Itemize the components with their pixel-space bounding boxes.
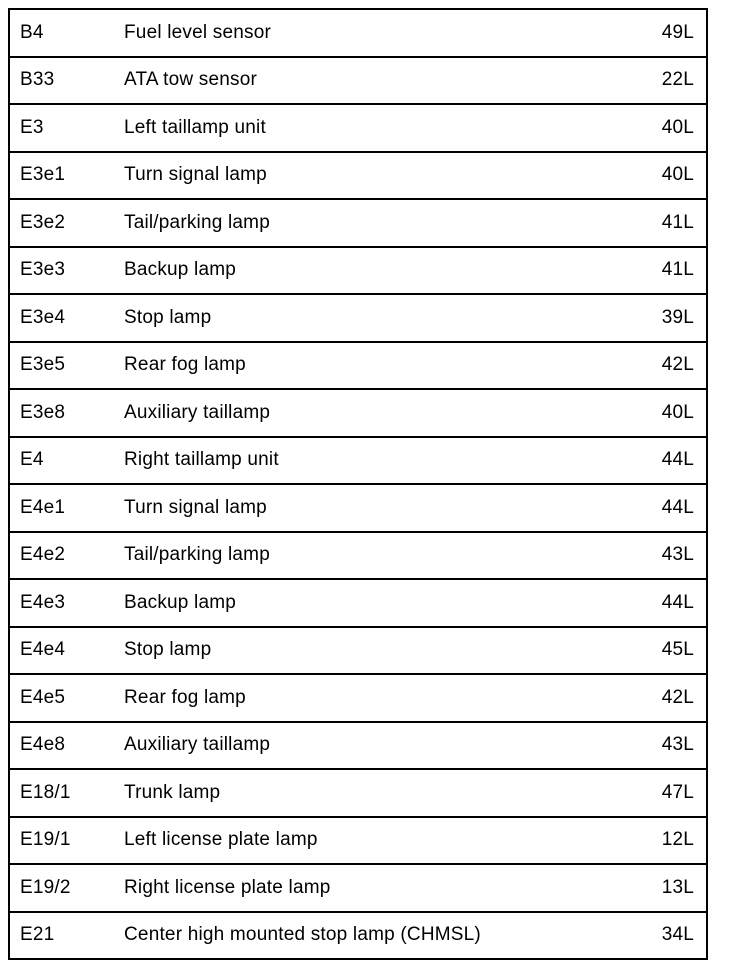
grid-location-cell: 13L (661, 876, 694, 898)
component-description-cell: Right taillamp unit (124, 449, 279, 471)
component-description-cell: Turn signal lamp (124, 496, 267, 518)
component-code-cell: E3e4 (20, 306, 66, 328)
component-code-cell: E4 (20, 449, 44, 471)
grid-location-cell: 41L (661, 259, 694, 281)
component-code-cell: E3 (20, 116, 44, 138)
component-code-cell: E4e1 (20, 496, 66, 518)
grid-location-cell: 44L (661, 591, 694, 613)
table-row (10, 295, 706, 343)
component-code-cell: E3e1 (20, 164, 66, 186)
table-row (10, 200, 706, 248)
component-code-cell: B4 (20, 21, 44, 43)
grid-location-cell: 42L (661, 354, 694, 376)
grid-location-cell: 44L (661, 449, 694, 471)
component-code-cell: E18/1 (20, 781, 71, 803)
grid-location-cell: 22L (661, 69, 694, 91)
component-description-cell: Rear fog lamp (124, 354, 246, 376)
component-code-cell: E3e2 (20, 211, 66, 233)
table-row (10, 770, 706, 818)
component-description-cell: Stop lamp (124, 306, 212, 328)
component-code-cell: E4e5 (20, 686, 66, 708)
component-code-cell: E19/2 (20, 876, 71, 898)
table-row (10, 628, 706, 676)
component-code-cell: E19/1 (20, 829, 71, 851)
grid-location-cell: 40L (661, 116, 694, 138)
grid-location-cell: 45L (661, 639, 694, 661)
component-code-cell: E4e3 (20, 591, 66, 613)
table-row (10, 343, 706, 391)
component-description-cell: Auxiliary taillamp (124, 734, 271, 756)
grid-location-cell: 43L (661, 734, 694, 756)
component-description-cell: Auxiliary taillamp (124, 401, 271, 423)
component-description-cell: Left license plate lamp (124, 829, 318, 851)
grid-location-cell: 43L (661, 544, 694, 566)
component-code-cell: E3e8 (20, 401, 66, 423)
component-description-cell: Tail/parking lamp (124, 544, 270, 566)
component-code-cell: E4e2 (20, 544, 66, 566)
grid-location-cell: 40L (661, 401, 694, 423)
component-code-cell: E4e4 (20, 639, 66, 661)
grid-location-cell: 34L (661, 924, 694, 946)
table-row (10, 913, 706, 961)
component-code-cell: E4e8 (20, 734, 66, 756)
component-code-cell: E3e3 (20, 259, 66, 281)
component-description-cell: Left taillamp unit (124, 116, 266, 138)
component-description-cell: Fuel level sensor (124, 21, 272, 43)
table-row (10, 153, 706, 201)
grid-location-cell: 12L (661, 829, 694, 851)
component-description-cell: Right license plate lamp (124, 876, 331, 898)
grid-location-cell: 42L (661, 686, 694, 708)
table-row (10, 675, 706, 723)
grid-location-cell: 39L (661, 306, 694, 328)
table-row (10, 390, 706, 438)
component-code-cell: E21 (20, 924, 55, 946)
grid-location-cell: 44L (661, 496, 694, 518)
grid-location-cell: 40L (661, 164, 694, 186)
grid-location-cell: 47L (661, 781, 694, 803)
table-row (10, 485, 706, 533)
component-description-cell: Rear fog lamp (124, 686, 246, 708)
component-description-cell: ATA tow sensor (124, 69, 258, 91)
table-row (10, 438, 706, 486)
component-code-cell: E3e5 (20, 354, 66, 376)
component-description-cell: Stop lamp (124, 639, 212, 661)
component-location-table (8, 8, 708, 960)
table-row (10, 248, 706, 296)
component-description-cell: Tail/parking lamp (124, 211, 270, 233)
grid-location-cell: 41L (661, 211, 694, 233)
component-description-cell: Backup lamp (124, 591, 237, 613)
table-row (10, 533, 706, 581)
component-code-cell: B33 (20, 69, 55, 91)
table-row (10, 58, 706, 106)
component-description-cell: Turn signal lamp (124, 164, 267, 186)
table-row (10, 10, 706, 58)
table-row (10, 818, 706, 866)
component-description-cell: Backup lamp (124, 259, 237, 281)
component-description-cell: Trunk lamp (124, 781, 221, 803)
grid-location-cell: 49L (661, 21, 694, 43)
table-row (10, 865, 706, 913)
component-description-cell: Center high mounted stop lamp (CHMSL) (124, 924, 481, 946)
table-row (10, 723, 706, 771)
table-row (10, 105, 706, 153)
table-row (10, 580, 706, 628)
